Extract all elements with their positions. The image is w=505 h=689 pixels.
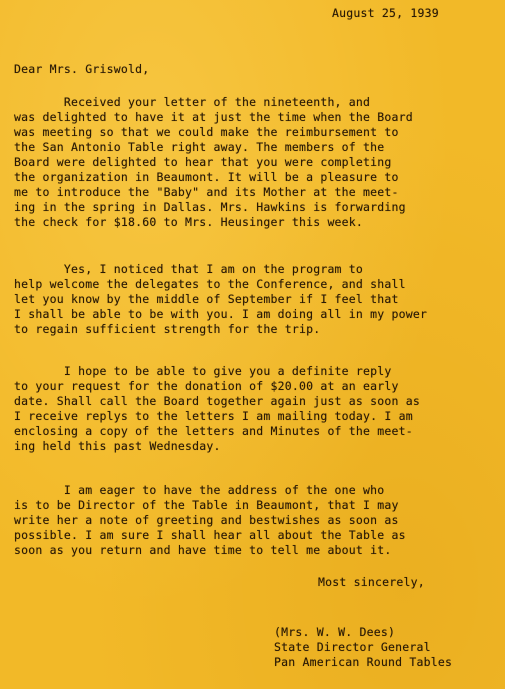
paragraph-1: [14, 95, 502, 230]
text-line: enclosing a copy of the letters and Minutes of the meet-: [14, 424, 413, 438]
text-line: was delighted to have it at just the time when the Board: [14, 110, 413, 124]
text-line: date. Shall call the Board together again just as soon as: [14, 394, 421, 408]
signature-organization: Pan American Round Tables: [274, 655, 453, 669]
text-line: the check for $18.60 to Mrs. Heusinger this week.: [14, 215, 364, 229]
text-line: soon as you return and have time to tell me about it.: [14, 543, 392, 557]
text-line: let you know by the middle of September if I feel that: [14, 292, 399, 306]
signature-title: State Director General: [274, 640, 431, 654]
text-line: Yes, I noticed that I am on the program to: [14, 262, 364, 276]
text-line: is to be Director of the Table in Beaumont, that I may: [14, 498, 399, 512]
closing: Most sincerely,: [318, 575, 425, 589]
signature-name: (Mrs. W. W. Dees): [274, 625, 396, 639]
text-line: ing held this past Wednesday.: [14, 439, 221, 453]
text-line: help welcome the delegates to the Conference, and shall: [14, 277, 406, 291]
text-line: the San Antonio Table right away. The members of the: [14, 140, 385, 154]
text-line: was meeting so that we could make the reimbursement to: [14, 125, 399, 139]
text-line: possible. I am sure I shall hear all about the Table as: [14, 528, 406, 542]
text-line: I shall be able to be with you. I am doing all in my power: [14, 307, 428, 321]
text-line: ing in the spring in Dallas. Mrs. Hawkins is forwarding: [14, 200, 406, 214]
text-line: to your request for the donation of $20.00 at an early: [14, 379, 399, 393]
signature-block: [274, 625, 452, 670]
paragraph-3: [14, 364, 502, 454]
paragraph-4: [14, 483, 502, 558]
text-line: I hope to be able to give you a definite reply: [14, 364, 392, 378]
paragraph-2: [14, 262, 502, 337]
text-line: Received your letter of the nineteenth, and: [14, 95, 371, 109]
text-line: the organization in Beaumont. It will be a pleasure to: [14, 170, 399, 184]
text-line: to regain sufficient strength for the trip.: [14, 322, 321, 336]
text-line: Board were delighted to hear that you were completing: [14, 155, 392, 169]
text-line: write her a note of greeting and bestwishes as soon as: [14, 513, 399, 527]
text-line: I receive replys to the letters I am mailing today. I am: [14, 409, 413, 423]
text-line: I am eager to have the address of the one who: [14, 483, 385, 497]
letter-date: August 25, 1939: [332, 6, 439, 20]
text-line: me to introduce the "Baby" and its Mother at the meet-: [14, 185, 399, 199]
salutation: Dear Mrs. Griswold,: [14, 62, 150, 76]
